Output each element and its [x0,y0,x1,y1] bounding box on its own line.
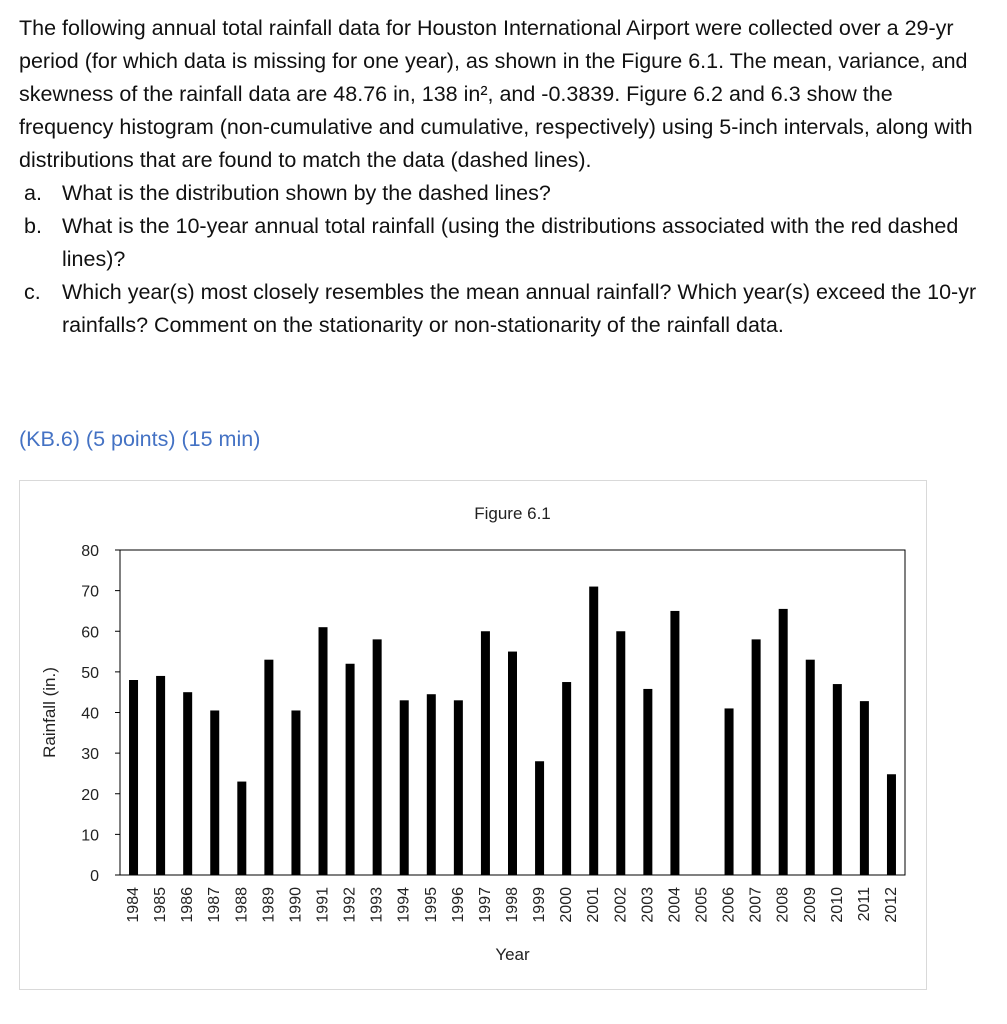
x-tick-label: 2009 [801,887,819,923]
bar-2007 [752,639,761,875]
x-tick-label: 1987 [206,887,224,923]
question-a-letter: a. [24,181,42,205]
x-tick-label: 1989 [260,887,278,923]
x-axis-label: Year [495,945,530,964]
y-tick-label: 70 [81,583,99,601]
x-tick-label: 1999 [531,887,549,923]
y-tick-label: 40 [81,705,99,723]
x-tick-label: 2001 [585,887,603,923]
y-tick-label: 0 [90,868,99,885]
x-tick-label: 1986 [179,887,197,923]
question-c-text: Which year(s) most closely resembles the mean annual rainfall? Which year(s) exceed the 10-yr rainfalls? Comment on the stationarity or non-stationarity of the rainfall data. [62,280,977,337]
x-tick-label: 2012 [882,887,900,923]
bar-1987 [210,710,219,875]
x-tick-label: 1992 [341,887,359,923]
x-tick-label: 2005 [693,887,711,923]
x-tick-label: 1997 [476,887,494,923]
points-credit: (KB.6) (5 points) (15 min) [19,427,261,451]
bar-2012 [887,774,896,875]
x-tick-label: 2006 [720,887,738,923]
x-tick-label: 1985 [152,887,170,923]
bar-2010 [833,684,842,875]
chart-title: Figure 6.1 [474,504,551,523]
y-tick-label: 80 [81,543,99,560]
problem-statement [19,12,979,342]
x-tick-label: 1998 [504,887,521,923]
x-tick-label: 1990 [287,887,305,923]
x-tick-label: 1993 [368,887,386,923]
intro-paragraph: The following annual total rainfall data for Houston International Airport were collected over a 29-yr period (for which data is missing for one year), as shown in the Figure 6.1. The mean, variance, and skewness of the rainfall data are 48.76 in, 138 in², and -0.3839. Figure 6.2 and 6.3 show the frequency histogram (non-cumulative and cumulative, respectively) using 5-inch intervals, along with distributions that are found to match the data (dashed lines). [19,16,973,172]
bar-2002 [616,631,625,875]
x-tick-label: 2007 [747,887,765,923]
bar-1984 [129,680,138,875]
question-a-text: What is the distribution shown by the dashed lines? [62,181,551,205]
bar-1999 [535,761,544,875]
y-tick-label: 10 [81,827,99,845]
x-tick-label: 1991 [314,887,332,923]
bar-1991 [319,627,328,875]
bar-2000 [562,682,571,875]
bar-2001 [589,587,598,875]
y-tick-label: 60 [81,624,99,642]
bar-1988 [237,782,246,875]
y-tick-label: 30 [81,746,99,764]
x-tick-label: 2011 [855,887,873,922]
x-tick-label: 2002 [612,887,630,923]
question-b-text: What is the 10-year annual total rainfall (using the distributions associated with the red dashed lines)? [62,214,959,271]
y-tick-label: 20 [81,786,99,804]
bar-2003 [643,689,652,875]
bar-2006 [725,708,734,875]
bar-1997 [481,631,490,875]
bar-1986 [183,692,192,875]
x-tick-label: 2003 [639,887,657,923]
rainfall-bar-chart [20,481,928,991]
bar-1994 [400,700,409,875]
question-b-letter: b. [24,214,42,238]
bar-2011 [860,701,869,875]
x-tick-label: 2010 [828,887,846,923]
question-list [19,177,979,342]
x-tick-label: 1995 [422,887,440,923]
x-tick-label: 1994 [395,887,413,923]
bar-1989 [264,660,273,875]
x-tick-label: 2000 [558,887,576,923]
bar-2009 [806,660,815,875]
question-c-letter: c. [24,280,41,304]
x-tick-label: 1984 [125,887,143,923]
bar-2008 [779,609,788,875]
figure-6-1 [19,480,927,990]
y-axis-label: Rainfall (in.) [40,667,59,758]
question-a [19,177,979,210]
bar-1992 [346,664,355,875]
bar-1995 [427,694,436,875]
x-tick-label: 1988 [233,887,251,923]
question-b [19,210,979,276]
bar-1993 [373,639,382,875]
x-tick-label: 2004 [666,887,684,923]
bar-2004 [670,611,679,875]
question-c [19,276,979,342]
y-tick-label: 50 [81,664,99,682]
bar-1990 [291,710,300,875]
x-tick-label: 2008 [774,887,792,923]
bar-1996 [454,700,463,875]
x-tick-label: 1996 [449,887,467,923]
bar-1985 [156,676,165,875]
bar-1998 [508,652,517,875]
